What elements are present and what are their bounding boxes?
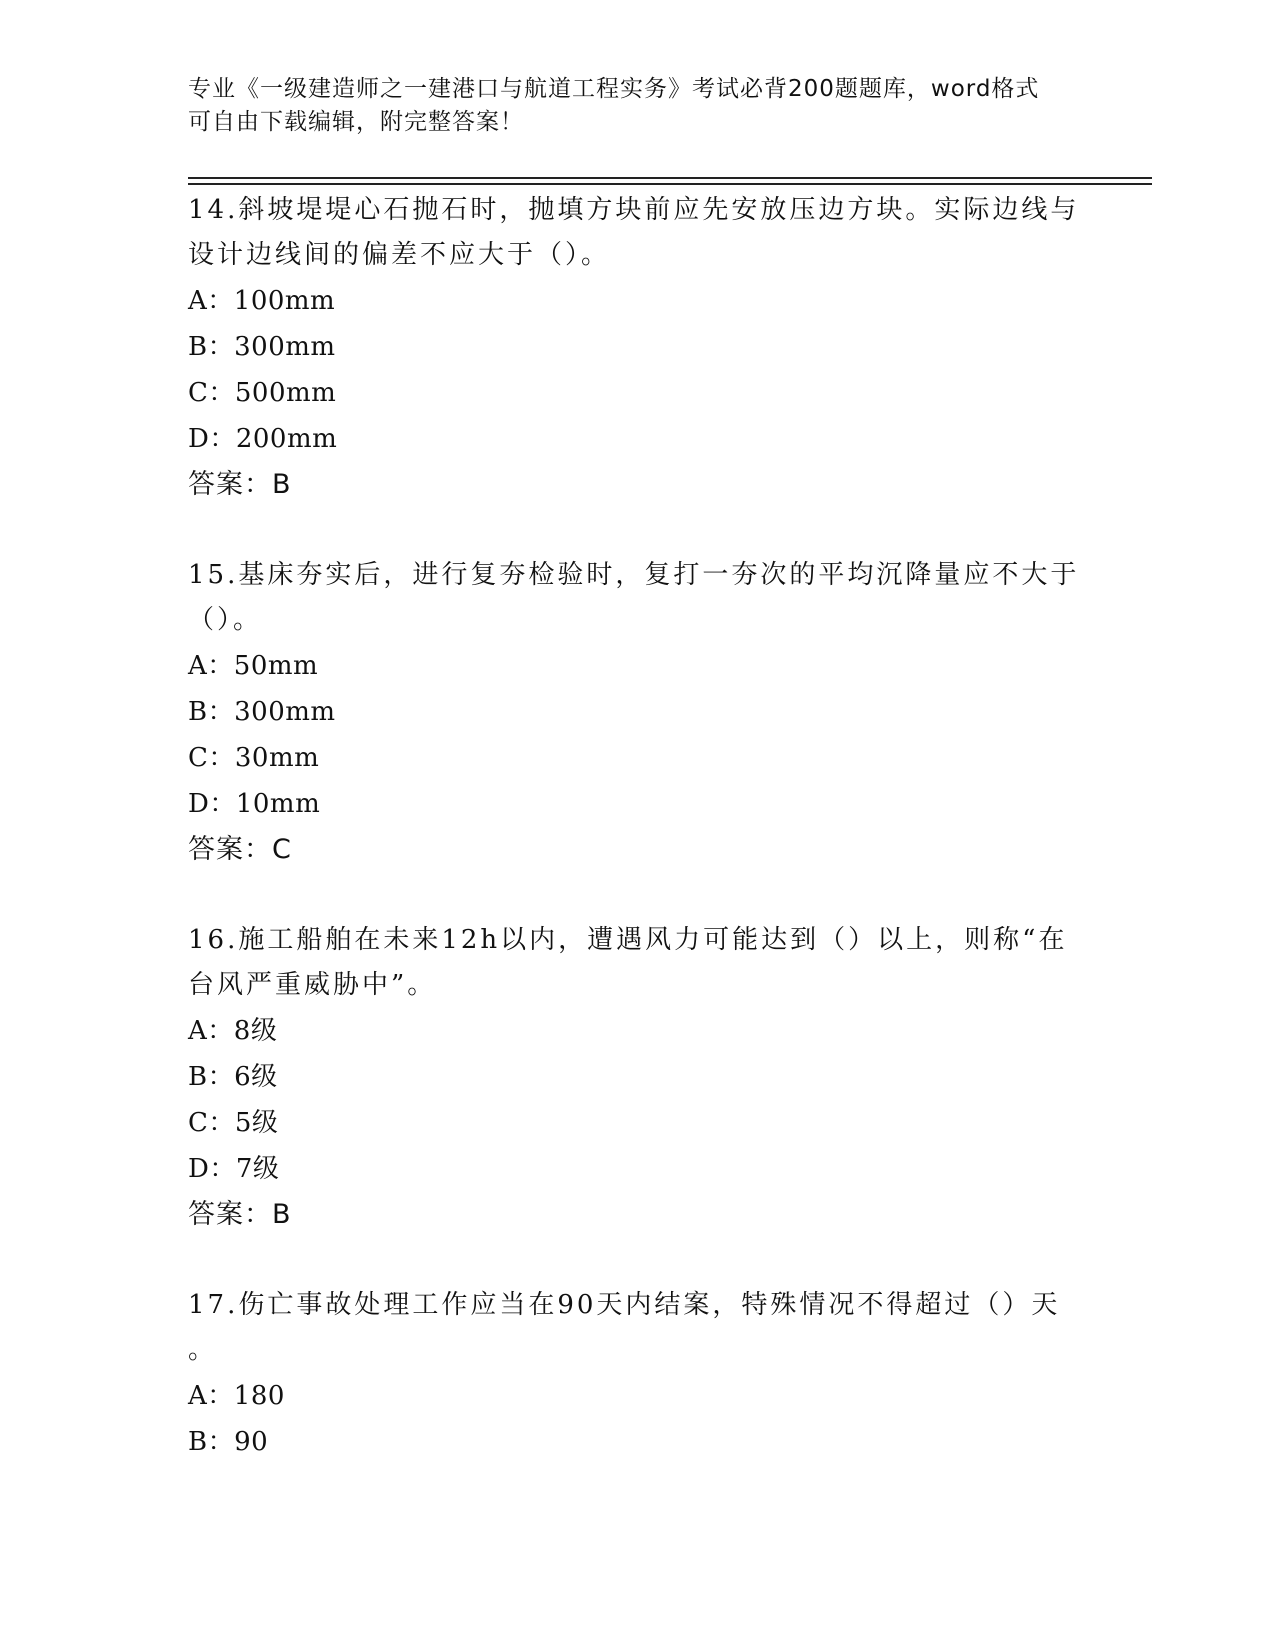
option-a: A：50mm — [188, 651, 319, 681]
option-a: A：8级 — [188, 1016, 278, 1046]
answer-line: 答案：C — [188, 834, 292, 865]
question-14 — [188, 188, 1088, 508]
header-title-line-1: 专业《一级建造师之一建港口与航道工程实务》考试必背200题题库，word格式 — [188, 76, 1040, 102]
option-b: B：300mm — [188, 697, 336, 727]
option-b: B：90 — [188, 1427, 269, 1457]
question-16 — [188, 918, 1088, 1238]
option-d: D：10mm — [188, 789, 321, 819]
question-stem-line-2: （）。 — [188, 605, 263, 635]
option-a: A：100mm — [188, 286, 336, 316]
question-stem-line-2: 台风严重威胁中”。 — [188, 970, 437, 1000]
option-c: C：30mm — [188, 743, 320, 773]
question-17 — [188, 1283, 1088, 1465]
option-b: B：6级 — [188, 1062, 278, 1092]
option-d: D：200mm — [188, 424, 338, 454]
header-divider-top — [188, 177, 1152, 179]
answer-line: 答案：B — [188, 469, 292, 500]
option-c: C：5级 — [188, 1108, 279, 1138]
option-d: D：7级 — [188, 1154, 280, 1184]
question-stem-line-2: 。 — [188, 1335, 218, 1365]
header-divider-bottom — [188, 183, 1152, 185]
question-stem-line-1: 16.施工船舶在未来12h以内，遭遇风力可能达到（）以上，则称“在 — [188, 925, 1068, 955]
header-title-line-2: 可自由下载编辑，附完整答案！ — [188, 109, 524, 135]
option-a: A：180 — [188, 1381, 285, 1411]
option-c: C：500mm — [188, 378, 337, 408]
question-stem-line-2: 设计边线间的偏差不应大于（）。 — [188, 240, 611, 270]
question-stem-line-1: 14.斜坡堤堤心石抛石时，抛填方块前应先安放压边方块。实际边线与 — [188, 195, 1080, 225]
option-b: B：300mm — [188, 332, 336, 362]
answer-line: 答案：B — [188, 1199, 292, 1230]
question-stem-line-1: 15.基床夯实后，进行复夯检验时，复打一夯次的平均沉降量应不大于 — [188, 560, 1080, 590]
document-header — [188, 73, 1088, 139]
question-15 — [188, 553, 1088, 873]
question-stem-line-1: 17.伤亡事故处理工作应当在90天内结案，特殊情况不得超过（）天 — [188, 1290, 1061, 1320]
